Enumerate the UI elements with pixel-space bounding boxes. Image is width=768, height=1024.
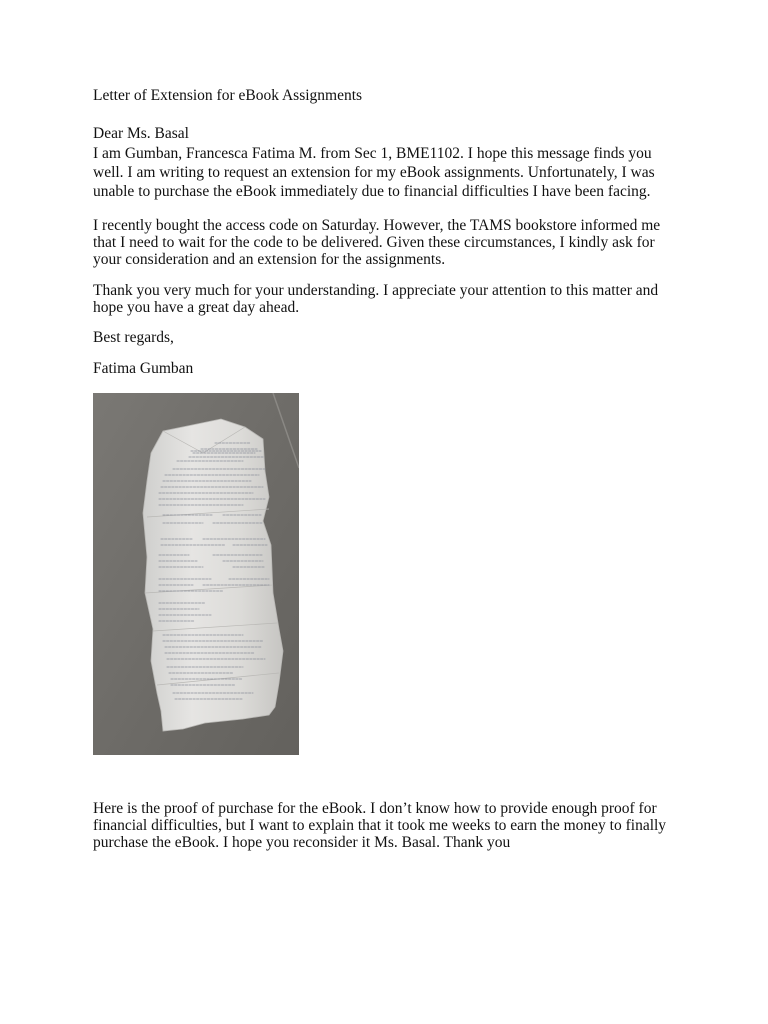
letter-title: Letter of Extension for eBook Assignments	[93, 87, 363, 104]
paragraph-line: well. I am writing to request an extension for my eBook assignments. Unfortunately, I was	[93, 164, 655, 181]
paragraph-line: I am Gumban, Francesca Fatima M. from Sec 1, BME1102. I hope this message finds you	[93, 145, 652, 162]
closing: Best regards,	[93, 329, 174, 346]
paragraph-line: Thank you very much for your understanding. I appreciate your attention to this matter and	[93, 282, 659, 299]
receipt-photo	[93, 393, 299, 755]
paragraph-line: your consideration and an extension for the assignments.	[93, 251, 446, 268]
signature-name: Fatima Gumban	[93, 360, 194, 377]
paragraph-proof	[93, 800, 678, 851]
paragraph-line: I recently bought the access code on Saturday. However, the TAMS bookstore informed me	[93, 217, 661, 234]
paragraph-line: purchase the eBook. I hope you reconsider it Ms. Basal. Thank you	[93, 834, 511, 851]
paragraph-line: Here is the proof of purchase for the eBook. I don’t know how to provide enough proof for	[93, 800, 657, 817]
paragraph-intro	[93, 144, 678, 201]
paragraph-circumstances	[93, 217, 678, 268]
paragraph-line: unable to purchase the eBook immediately due to financial difficulties I have been facing.	[93, 183, 651, 200]
salutation: Dear Ms. Basal	[93, 125, 189, 142]
paragraph-line: financial difficulties, but I want to explain that it took me weeks to earn the money to finally	[93, 817, 667, 834]
paragraph-thanks	[93, 282, 678, 316]
letter-page	[93, 0, 678, 1024]
paragraph-line: that I need to wait for the code to be delivered. Given these circumstances, I kindly ask for	[93, 234, 655, 251]
paragraph-line: hope you have a great day ahead.	[93, 299, 300, 316]
